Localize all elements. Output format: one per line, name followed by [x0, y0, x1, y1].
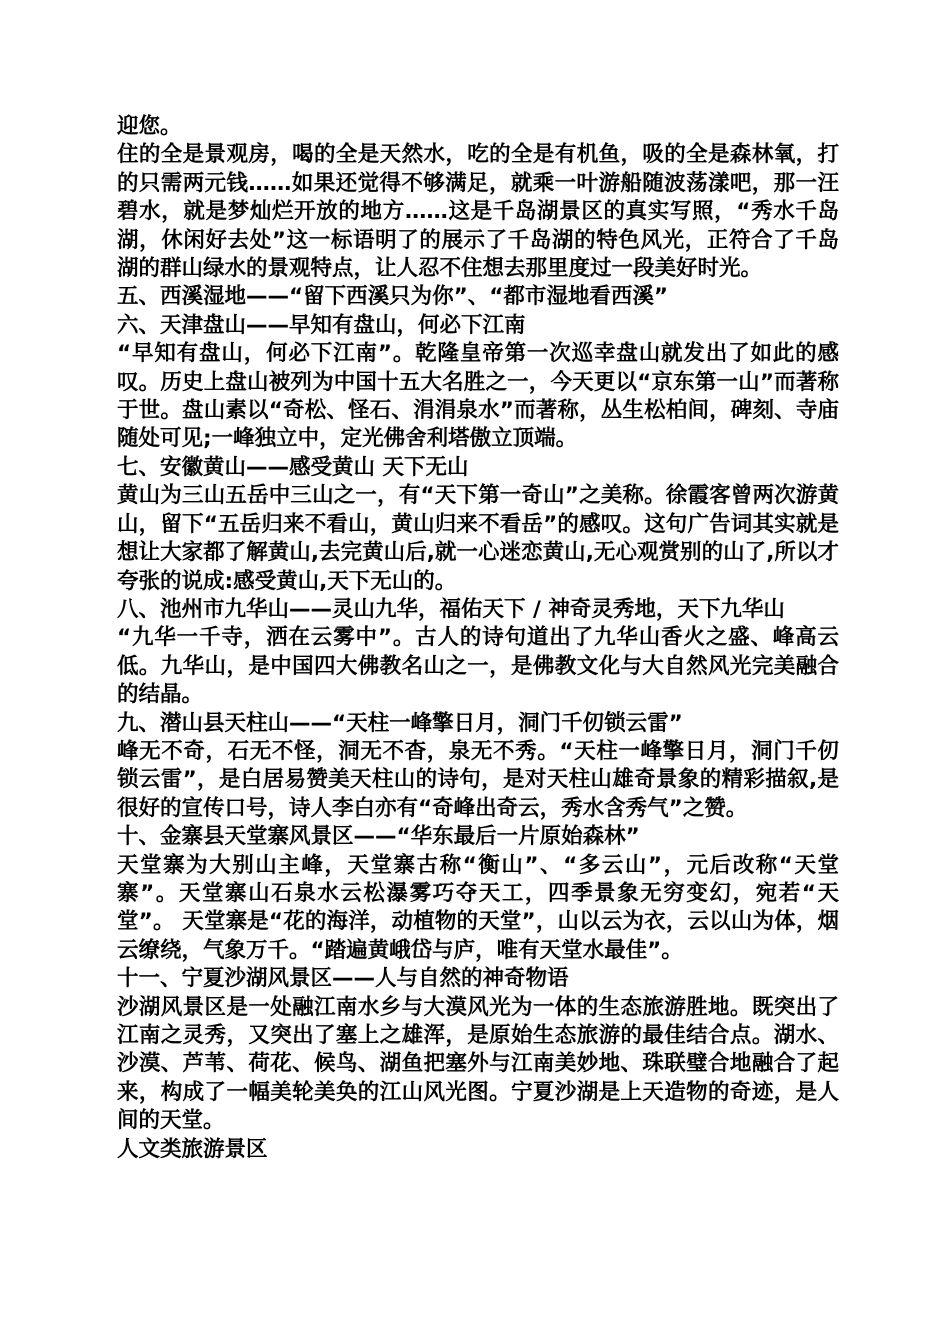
paragraph-continuation: 迎您。 [117, 114, 182, 139]
paragraph-shahu: 沙湖风景区是一处融江南水乡与大漠风光为一体的生态旅游胜地。既突出了江南之灵秀，又突出了塞上之雄浑，是原始生态旅游的最佳结合点。湖水、沙漠、芦苇、荷花、候鸟、湖鱼把塞外与江南美妙地、珠联璧合地融合了起来，构成了一幅美轮美奂的江山风光图。宁夏沙湖是上天造物的奇迹，是人间的天堂。 [117, 994, 839, 1134]
paragraph-huangshan: 黄山为三山五岳中三山之一，有“天下第一奇山”之美称。徐霞客曾两次游黄山，留下“五岳归来不看山，黄山归来不看岳”的感叹。这句广告词其实就是想让大家都了解黄山,去完黄山后,就一心迷恋黄山,无心观赏别的山了,所以才夸张的说成:感受黄山,天下无山的。 [117, 483, 839, 594]
paragraph-panshan: “早知有盘山，何必下江南”。乾隆皇帝第一次巡幸盘山就发出了如此的感叹。历史上盘山被列为中国十五大名胜之一，今天更以“京东第一山”而著称于世。盘山素以“奇松、怪石、涓涓泉水”而著称，丛生松柏间，碑刻、寺庙随处可见;一峰独立中，定光佛舍利塔傲立顶端。 [117, 341, 839, 452]
paragraph-jiuhuashan: “九华一千寺，洒在云雾中”。古人的诗句道出了九华山香火之盛、峰高云低。九华山，是中国四大佛教名山之一，是佛教文化与大自然风光完美融合的结晶。 [117, 625, 839, 708]
heading-jiuhuashan: 八、池州市九华山——灵山九华，福佑天下 / 神奇灵秀地，天下九华山 [117, 596, 785, 622]
heading-xixi-wetland: 五、西溪湿地——“留下西溪只为你”、“都市湿地看西溪” [117, 284, 669, 310]
heading-shahu: 十一、宁夏沙湖风景区——人与自然的神奇物语 [117, 966, 569, 992]
paragraph-tianzhushan: 峰无不奇，石无不怪，洞无不杳，泉无不秀。“天柱一峰擎日月，洞门千仞锁云雷”，是白居易赞美天柱山的诗句，是对天柱山雄奇景象的精彩描叙,是很好的宣传口号，诗人李白亦有“奇峰出奇云，秀水含秀气”之赞。 [117, 738, 839, 821]
heading-tiantangzhai: 十、金寨县天堂寨风景区——“华东最后一片原始森林” [117, 824, 640, 850]
heading-cultural-scenic-areas: 人文类旅游景区 [117, 1136, 268, 1162]
paragraph-qiandao-lake: 住的全是景观房，喝的全是天然水，吃的全是有机鱼，吸的全是森林氧，打的只需两元钱……如果还觉得不够满足，就乘一叶游船随波荡漾吧，那一汪碧水，就是梦灿烂开放的地方……这是千岛湖景区的真实写照，“秀水千岛湖，休闲好去处”这一标语明了的展示了千岛湖的特色风光，正符合了千岛湖的群山绿水的景观特点，让人忍不住想去那里度过一段美好时光。 [117, 142, 839, 282]
paragraph-tiantangzhai: 天堂寨为大别山主峰，天堂寨古称“衡山”、“多云山”，元后改称“天堂寨”。天堂寨山石泉水云松瀑雾巧夺天工，四季景象无穷变幻，宛若“天堂”。 天堂寨是“花的海洋，动植物的天堂”，山以云为衣，云以山为体，烟云缭绕，气象万千。“踏遍黄峨岱与庐，唯有天堂水最佳”。 [117, 852, 839, 963]
document-page [117, 113, 839, 1164]
heading-tianzhushan: 九、潜山县天柱山——“天柱一峰擎日月，洞门千仞锁云雷” [117, 710, 683, 736]
heading-huangshan: 七、安徽黄山——感受黄山 天下无山 [117, 454, 469, 480]
heading-panshan: 六、天津盘山——早知有盘山，何必下江南 [117, 312, 526, 338]
